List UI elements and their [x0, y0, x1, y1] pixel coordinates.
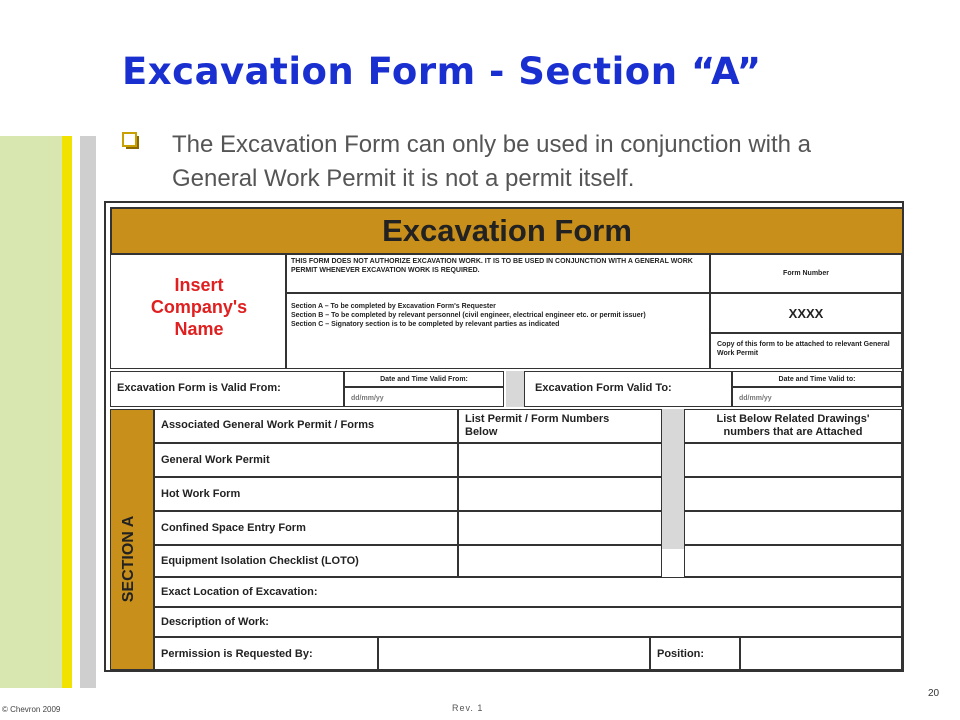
position-cell — [650, 637, 740, 670]
row-permit-cell — [458, 443, 662, 477]
requested-by-value-cell — [378, 637, 650, 670]
company-name: Insert Company's Name — [150, 275, 248, 339]
col-header-drawings — [684, 409, 902, 443]
form-number-value-cell — [710, 293, 902, 333]
row-permit-cell — [458, 545, 662, 577]
excavation-form-image — [104, 201, 904, 672]
slide-title: Excavation Form - Section “A” — [122, 50, 762, 93]
row-label-cell — [154, 443, 458, 477]
row-label: Equipment Isolation Checklist (LOTO) — [161, 555, 359, 567]
row-permit-cell — [458, 477, 662, 511]
description-row — [154, 607, 902, 637]
row-label-cell — [154, 477, 458, 511]
valid-from-date-cell — [344, 387, 504, 407]
section-a-label: SECTION A — [120, 515, 137, 603]
authorization-text: THIS FORM DOES NOT AUTHORIZE EXCAVATION WORK. IT IS TO BE USED IN CONJUNCTION WITH A GENERAL WORK PERMIT WHENEVER EXCAVATION WORK IS REQUIRED. — [291, 258, 693, 274]
requested-by-cell — [154, 637, 378, 670]
company-cell — [110, 253, 286, 369]
row-label: General Work Permit — [161, 454, 270, 466]
row-label-cell — [154, 511, 458, 545]
valid-to-date-label-cell — [732, 371, 902, 387]
decor-grey-bar — [80, 136, 96, 688]
form-title: Excavation Form — [382, 213, 632, 248]
valid-from-cell — [110, 371, 344, 407]
col-header-permit-numbers-text: List Permit / Form Numbers Below — [465, 413, 610, 438]
section-notes-cell — [286, 293, 710, 369]
row-permit-cell — [458, 511, 662, 545]
row-drawing-cell — [684, 477, 902, 511]
valid-to-cell — [524, 371, 732, 407]
valid-to-date-label: Date and Time Valid to: — [778, 376, 856, 383]
copy-note-cell — [710, 333, 902, 369]
page-number: 20 — [928, 688, 940, 699]
copyright: © Chevron 2009 — [2, 705, 61, 714]
col-header-permit-numbers — [458, 409, 662, 443]
row-drawing-cell — [684, 511, 902, 545]
valid-to-date-hint: dd/mm/yy — [739, 395, 772, 402]
form-number-label: Form Number — [783, 270, 829, 277]
row-drawing-cell — [684, 545, 902, 577]
position-value-cell — [740, 637, 902, 670]
valid-to-label: Excavation Form Valid To: — [535, 382, 672, 394]
valid-from-date-hint: dd/mm/yy — [351, 395, 384, 402]
valid-from-date-label-cell — [344, 371, 504, 387]
requested-by-label: Permission is Requested By: — [161, 648, 313, 660]
valid-to-date-cell — [732, 387, 902, 407]
row-label: Hot Work Form — [161, 488, 241, 500]
valid-from-date-label: Date and Time Valid From: — [380, 376, 468, 383]
revision: Rev. 1 — [452, 703, 484, 713]
decor-green-bar — [0, 136, 62, 688]
table-gap-strip — [662, 409, 684, 549]
form-number-cell — [710, 253, 902, 293]
valid-from-label: Excavation Form is Valid From: — [117, 382, 281, 394]
form-header — [110, 207, 904, 255]
row-drawing-cell — [684, 443, 902, 477]
checkbox-bullet-icon — [122, 132, 140, 150]
authorization-cell — [286, 253, 710, 293]
decor-yellow-bar — [62, 136, 72, 688]
section-notes: Section A – To be completed by Excavation Form's Requester Section B – To be completed by relevant personnel (civil engineer, electrical engineer etc. or permit issuer) Section C – Signatory section is to be completed by relevant parties as indicated — [291, 303, 646, 328]
section-a-sidebar — [110, 409, 154, 670]
col-header-associated-text: Associated General Work Permit / Forms — [161, 419, 375, 431]
row-label: Confined Space Entry Form — [161, 522, 306, 534]
location-row — [154, 577, 902, 607]
row-label-cell — [154, 545, 458, 577]
col-header-associated — [154, 409, 458, 443]
description-label: Description of Work: — [161, 616, 269, 628]
position-label: Position: — [657, 648, 705, 660]
copy-note: Copy of this form to be attached to relevant General Work Permit — [717, 341, 890, 357]
form-number-value: XXXX — [788, 306, 824, 321]
valid-gap — [506, 371, 524, 407]
location-label: Exact Location of Excavation: — [161, 586, 318, 598]
bullet-text: The Excavation Form can only be used in conjunction with a General Work Permit it is not a permit itself. — [172, 131, 812, 192]
col-header-drawings-text: List Below Related Drawings' numbers that are Attached — [716, 413, 870, 438]
